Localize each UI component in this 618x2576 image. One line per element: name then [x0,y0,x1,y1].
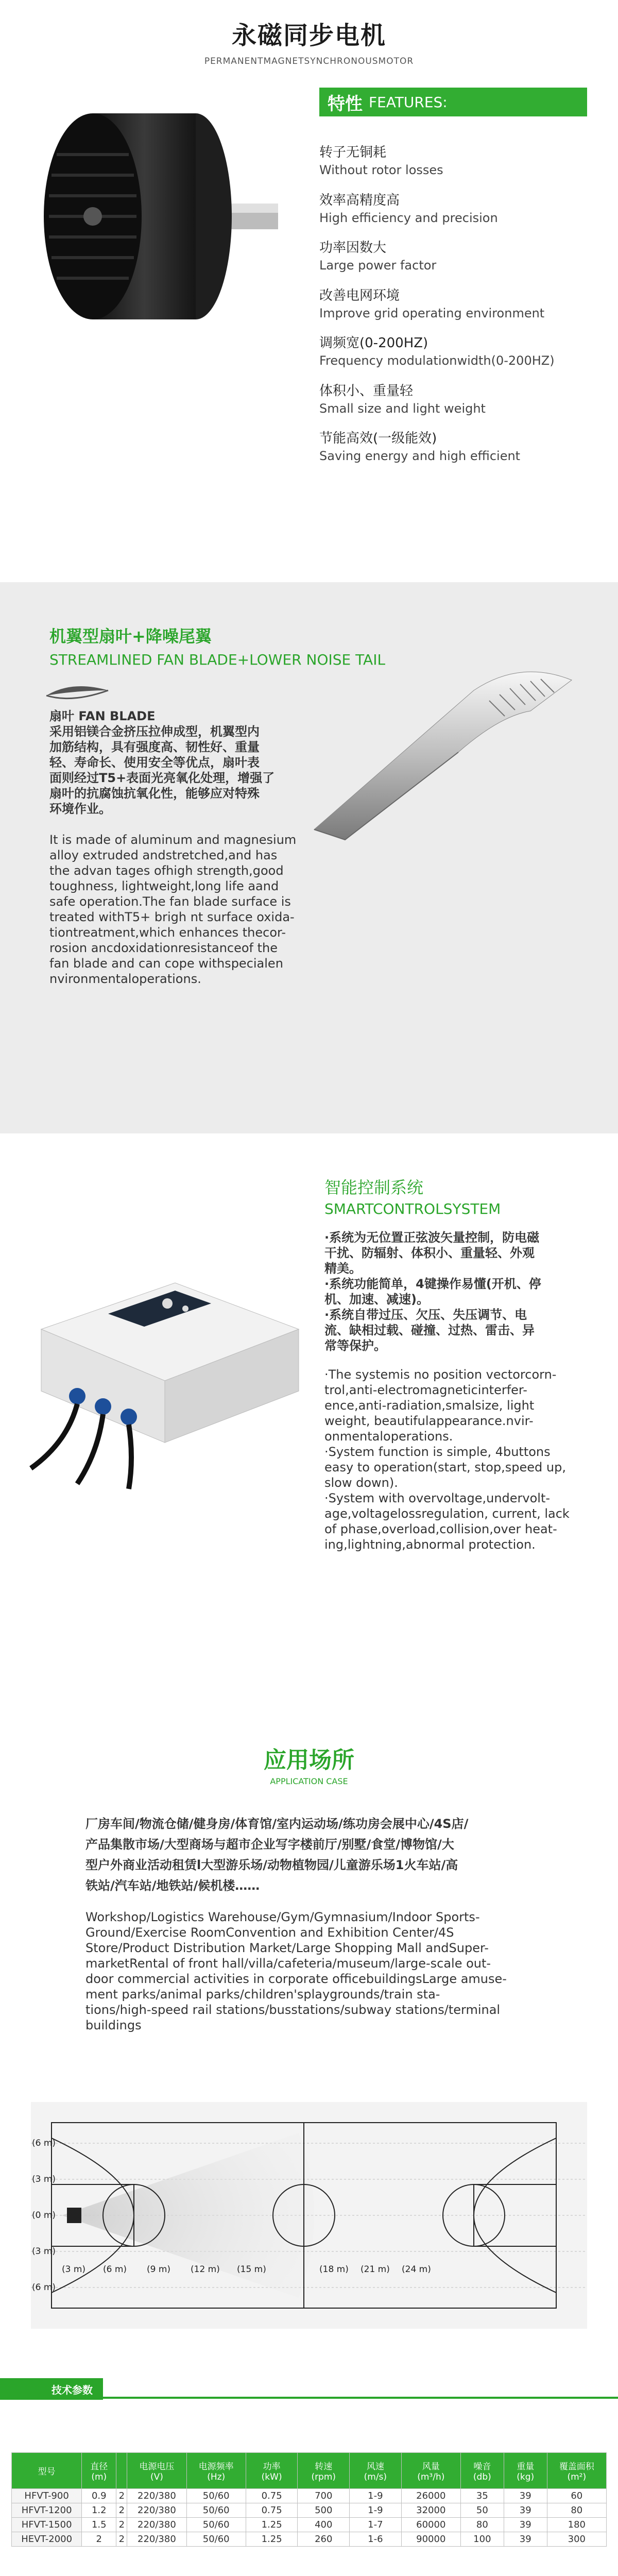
control-en-line: ing,lightning,abnormal protection. [324,1537,536,1552]
feature-en: Frequency modulationwidth(0-200HZ) [319,353,555,368]
feature-item [319,428,587,463]
feature-en: Without rotor losses [319,163,443,177]
blade-title-en: STREAMLINED FAN BLADE+LOWER NOISE TAIL [49,651,386,668]
feature-item [319,380,587,416]
blade-en-line: the advan tages ofhigh strength,good [49,863,284,878]
blade-en-line: toughness, lightweight,long life aand [49,879,279,893]
table-cell: 180 [547,2518,606,2532]
feature-cn: 改善电网环境 [319,288,400,303]
specs-table [11,2452,607,2547]
feature-cn: 效率高精度高 [319,193,400,208]
table-cell: 39 [504,2503,547,2518]
court-y-label: (3 m) [32,2174,56,2184]
table-cell: 80 [547,2503,606,2518]
table-cell: 700 [298,2489,350,2503]
control-en-line: ence,anti-radiation,smalsize, light [324,1398,535,1413]
table-cell: 2 [116,2503,127,2518]
table-cell: 2 [116,2532,127,2547]
blade-en-line: rosion ancdoxidationresistanceof the [49,941,278,955]
specs-header-cell: 覆盖面积 (m²) [547,2453,606,2489]
table-cell: 1.25 [246,2532,298,2547]
table-cell: 50/60 [186,2489,246,2503]
table-cell: HFVT-1200 [12,2503,82,2518]
table-row [12,2532,607,2547]
table-cell: 1-7 [350,2518,402,2532]
control-title-cn: 智能控制系统 [324,1178,424,1197]
control-en-line: ·The systemis no position vectorcorn- [324,1367,557,1382]
blade-cn-line: 采用铝镁合金挤压拉伸成型，机翼型内 [49,724,260,739]
table-cell: 90000 [401,2532,460,2547]
control-en-line: ·System with overvoltage,undervolt- [324,1491,551,1505]
blade-section [0,582,618,1133]
table-cell: 220/380 [127,2532,186,2547]
blade-cn-line: 环境作业。 [49,802,111,816]
specs-header-cell: 风量 (m³/h) [401,2453,460,2489]
table-cell: 50/60 [186,2532,246,2547]
motor-title [0,15,618,66]
feature-item [319,332,587,368]
control-cn-line: 常等保护。 [324,1338,386,1353]
specs-header-cell: 功率 (kW) [246,2453,298,2489]
blade-en-line: It is made of aluminum and magnesium [49,833,297,847]
application-en-line: buildings [85,2018,142,2032]
application-cn-line: 铁站/汽车站/地铁站/候机楼…… [85,1878,260,1893]
blade-cn-line: 扇叶的抗腐蚀抗氧化性，能够应对特殊 [49,786,260,801]
application-en-line: Ground/Exercise RoomConvention and Exhibition Center/4S [85,1925,454,1940]
table-cell: 1.25 [246,2518,298,2532]
application-cn-line: 型户外商业活动租赁l大型游乐场/动物植物园/儿童游乐场1火车站/高 [85,1858,458,1872]
application-cn-line: 厂房车间/物流仓储/健身房/体育馆/室内运动场/练功房会展中心/4S店/ [85,1817,469,1831]
blade-en-line: alloy extruded andstretched,and has [49,848,278,862]
feature-cn: 节能高效(一级能效) [319,431,437,446]
application-title-en: APPLICATION CASE [270,1776,348,1786]
table-cell: 80 [460,2518,504,2532]
court-y-label: (3 m) [32,2246,56,2257]
table-cell: 60 [547,2489,606,2503]
blade-en-line: treated withT5+ brigh nt surface oxida- [49,910,295,924]
court-x-label: (24 m) [402,2264,431,2275]
specs-header-blank [116,2453,127,2489]
court-x-label: (6 m) [103,2264,127,2275]
feature-en: High efficiency and precision [319,211,498,225]
application-cn-line: 产品集散市场/大型商场与超市企业写字楼前厅/别墅/食堂/博物馆/大 [85,1837,454,1852]
table-cell: 39 [504,2518,547,2532]
motor-image [21,77,309,366]
control-cn-line: ·系统功能简单，4键操作易懂(开机、停 [324,1277,541,1291]
features-header-cn: 特性 [328,93,363,114]
feature-en: Saving energy and high efficient [319,449,521,463]
specs-header-cell: 风速 (m/s) [350,2453,402,2489]
table-row [12,2518,607,2532]
court-y-label: (0 m) [32,2210,56,2221]
control-en-line: easy to operation(start, stop,speed up, [324,1460,566,1475]
blade-en-line: tiontreatment,which enhances thecor- [49,925,286,940]
control-cn-line: ·系统自带过压、欠压、失压调节、电 [324,1308,527,1322]
table-row [12,2489,607,2503]
application-title-cn: 应用场所 [264,1747,354,1773]
control-en-line: weight, beautifulappearance.nvir- [324,1414,534,1428]
table-cell: 400 [298,2518,350,2532]
table-cell: 500 [298,2503,350,2518]
specs-header-cell: 噪音 (db) [460,2453,504,2489]
specs-header-cell: 转速 (rpm) [298,2453,350,2489]
control-en-line: ·System function is simple, 4buttons [324,1445,551,1459]
control-cn-line: 流、缺相过载、碰撞、过热、雷击、异 [324,1323,535,1337]
motor-title-en: PERMANENTMAGNETSYNCHRONOUSMOTOR [204,56,414,66]
table-cell: 1-6 [350,2532,402,2547]
table-cell: 39 [504,2489,547,2503]
table-cell: 50/60 [186,2503,246,2518]
control-en-line: onmentaloperations. [324,1429,453,1444]
blade-label: 扇叶 FAN BLADE [49,709,156,723]
table-cell: 60000 [401,2518,460,2532]
table-cell: 39 [504,2532,547,2547]
application-text [85,1814,549,2033]
control-en-line: of phase,overload,collision,over heat- [324,1522,557,1536]
features-header-en: FEATURES: [369,93,448,111]
blade-en-line: fan blade and can cope withspecialen [49,956,283,971]
court-x-label: (9 m) [147,2264,171,2275]
blade-cn-line: 加筋结构，具有强度高、韧性好、重量 [49,740,260,754]
feature-en: Improve grid operating environment [319,306,545,320]
table-cell: 220/380 [127,2489,186,2503]
table-cell: 100 [460,2532,504,2547]
table-cell: 1-9 [350,2503,402,2518]
feature-cn: 调频宽(0-200HZ) [319,335,428,351]
application-en-line: Store/Product Distribution Market/Large Shopping Mall andSuper- [85,1941,489,1955]
court-x-label: (12 m) [191,2264,220,2275]
table-cell: 260 [298,2532,350,2547]
table-cell: 50 [460,2503,504,2518]
court-y-label: (6 m) [32,2282,56,2293]
table-cell: 2 [116,2518,127,2532]
feature-cn: 体积小、重量轻 [319,383,414,399]
court-x-label: (3 m) [62,2264,86,2275]
blade-title-cn: 机翼型扇叶+降噪尾翼 [49,626,212,646]
motor-title-cn: 永磁同步电机 [231,21,386,50]
specs-header-cell: 电源电压 (V) [127,2453,186,2489]
application-en-line: tions/high-speed rail stations/busstations/subway stations/terminal [85,2003,501,2017]
blade-en-line: nvironmentaloperations. [49,972,201,986]
blade-text [49,708,296,987]
court-diagram [31,2102,587,2329]
table-row [12,2503,607,2518]
control-cn-line: 精美。 [324,1261,362,1276]
application-en-line: Workshop/Logistics Warehouse/Gym/Gymnasium/Indoor Sports- [85,1910,480,1924]
control-en-line: slow down). [324,1476,398,1490]
feature-item [319,190,587,225]
table-cell: 300 [547,2532,606,2547]
table-cell: 35 [460,2489,504,2503]
table-cell: 2 [82,2532,116,2547]
table-cell: HFVT-900 [12,2489,82,2503]
control-en-line: age,voltagelossregulation, current, lack [324,1506,570,1521]
specs-label: 技术参数 [0,2378,103,2400]
blade-cn-line: 面则经过T5+表面光亮氧化处理，增强了 [49,771,275,785]
feature-item [319,285,587,320]
control-box-image [21,1226,309,1494]
blade-image [304,659,592,845]
feature-cn: 转子无铜耗 [319,145,387,160]
features-header [319,88,587,116]
table-cell: 26000 [401,2489,460,2503]
control-cn-line: ·系统为无位置正弦波矢量控制，防电磁 [324,1230,540,1245]
table-cell: 32000 [401,2503,460,2518]
feature-item [319,237,587,273]
specs-header-cell: 型号 [12,2453,82,2489]
specs-header-cell: 重量 (kg) [504,2453,547,2489]
control-text [324,1175,603,1552]
feature-item [319,142,587,177]
feature-en: Large power factor [319,258,437,273]
feature-cn: 功率因数大 [319,240,387,256]
table-cell: 220/380 [127,2518,186,2532]
control-title-en: SMARTCONTROLSYSTEM [324,1200,501,1217]
specs-header-row [12,2453,607,2489]
table-cell: 0.9 [82,2489,116,2503]
table-cell: 1.5 [82,2518,116,2532]
table-cell: 1-9 [350,2489,402,2503]
table-cell: 1.2 [82,2503,116,2518]
table-cell: 50/60 [186,2518,246,2532]
control-cn-line: 机、加速、减速)。 [324,1292,429,1307]
control-en-line: trol,anti-electromagneticinterfer- [324,1383,527,1397]
court-x-label: (21 m) [360,2264,390,2275]
table-cell: 220/380 [127,2503,186,2518]
court-y-label: (6 m) [32,2138,56,2148]
specs-band [0,2378,618,2400]
table-cell: 0.75 [246,2503,298,2518]
application-en-line: door commercial activities in corporate officebuildingsLarge amuse- [85,1972,507,1986]
table-cell: 0.75 [246,2489,298,2503]
control-cn-line: 干扰、防辐射、体积小、重量轻、外观 [324,1246,535,1260]
application-en-line: ment parks/animal parks/children'splaygrounds/train sta- [85,1987,440,2002]
court-x-label: (15 m) [237,2264,266,2275]
court-x-label: (18 m) [319,2264,349,2275]
table-cell: HEVT-2000 [12,2532,82,2547]
blade-en-line: safe operation.The fan blade surface is [49,894,291,909]
motor-section [0,0,618,567]
blade-cross-section-small [41,675,113,711]
application-en-line: marketRental of front hall/villa/cafeteria/museum/large-scale out- [85,1956,491,1971]
specs-header-cell: 电源频率 (Hz) [186,2453,246,2489]
specs-rule [103,2397,618,2399]
table-cell: HFVT-1500 [12,2518,82,2532]
application-title [0,1741,618,1786]
blade-cn-line: 轻、寿命长、使用安全等优点，扇叶表 [49,755,260,770]
specs-header-cell: 直径 (m) [82,2453,116,2489]
table-cell: 2 [116,2489,127,2503]
feature-en: Small size and light weight [319,401,486,416]
